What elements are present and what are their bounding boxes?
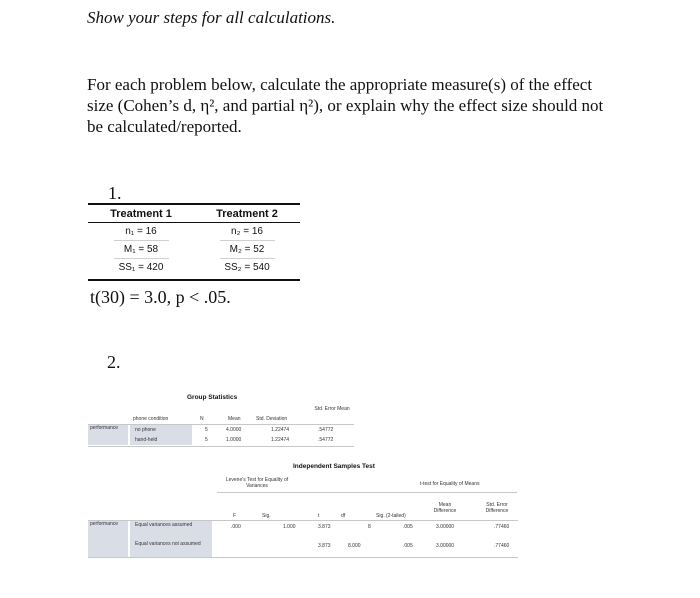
cell-rule [114, 240, 169, 241]
ist-cell: .77460 [494, 543, 510, 549]
table-header: Treatment 1 [110, 208, 172, 220]
ist-cell: 8.000 [348, 543, 361, 549]
ist-cell: 3.873 [318, 524, 331, 530]
ist-rule [217, 492, 517, 493]
cell-rule [114, 258, 169, 259]
independent-test-title: Independent Samples Test [293, 463, 375, 470]
ist-cell: 1.000 [283, 524, 296, 530]
group-statistics-title: Group Statistics [187, 394, 238, 401]
gs-cell: 5 [205, 427, 208, 433]
ist-row-label: performance [88, 521, 128, 557]
table-cell: n₁ = 16 [125, 226, 157, 237]
ist-cell: 3.00000 [436, 524, 455, 530]
gs-cell: 1.22474 [271, 427, 290, 433]
gs-header-se: Std. Error Mean [314, 406, 350, 412]
ist-header-sig: Sig. [262, 513, 271, 519]
gs-header-condition: phone condition [133, 416, 169, 422]
instructions: Show your steps for all calculations. [87, 8, 336, 27]
cell-rule [220, 258, 275, 259]
ist-cell: .77460 [494, 524, 510, 530]
gs-cell: .54772 [318, 437, 334, 443]
gs-cell: 1.22474 [271, 437, 290, 443]
ist-header-meandiff: Mean Difference [433, 502, 457, 514]
table-cell: M₁ = 58 [123, 244, 159, 255]
table-cell: n₂ = 16 [231, 226, 263, 237]
ist-cell: .005 [403, 524, 413, 530]
ist-cell: .000 [231, 524, 241, 530]
ist-header-t: t [318, 513, 320, 519]
ist-cell: 8 [368, 524, 371, 530]
ist-row-label-not-assumed: Equal variances not assumed [135, 541, 201, 547]
table-header-rule [88, 222, 300, 223]
test-statistic: t(30) = 3.0, p < .05. [90, 287, 231, 307]
cell-rule [220, 240, 275, 241]
table-cell: SS₁ = 420 [118, 262, 164, 273]
ist-rule [88, 557, 518, 558]
gs-header-sd: Std. Deviation [256, 416, 288, 422]
ist-row-label-assumed: Equal variances assumed [135, 522, 193, 528]
gs-header-n: N [200, 416, 204, 422]
gs-rule [88, 446, 354, 447]
table-cell: M₂ = 52 [229, 244, 265, 255]
ist-header-f: F [233, 513, 237, 519]
table-bottom-rule [88, 279, 300, 281]
gs-cell: .54772 [318, 427, 334, 433]
table-header: Treatment 2 [216, 208, 278, 220]
levene-header: Levene's Test for Equality of Variances [225, 477, 289, 489]
ist-cell: 3.873 [318, 543, 331, 549]
ist-cell: 3.00000 [436, 543, 455, 549]
ist-header-df: df [341, 513, 346, 519]
table-top-rule [88, 203, 300, 205]
gs-row-label: performance [88, 425, 128, 445]
ist-header-sediff: Std. Error Difference [485, 502, 509, 514]
table-cell: SS₂ = 540 [224, 262, 270, 273]
gs-cell: 1.0000 [226, 437, 242, 443]
gs-cell: 5 [205, 437, 208, 443]
problem-1-number: 1. [108, 183, 122, 203]
gs-cell: no phone [135, 427, 156, 433]
problem-description: For each problem below, calculate the appropriate measure(s) of the effect size (Cohen’s d, η², and partial η²), or explain why the effect size should not be calculated/reported. [87, 75, 604, 136]
problem-2-number: 2. [107, 352, 121, 372]
ist-header-sig2: Sig. (2-tailed) [376, 513, 406, 519]
gs-cell: 4.0000 [226, 427, 242, 433]
treatment-table [88, 203, 300, 283]
gs-cell: hand-held [135, 437, 158, 443]
ist-cell: .005 [403, 543, 413, 549]
ttest-header: t-test for Equality of Means [420, 481, 480, 487]
gs-header-mean: Mean [228, 416, 241, 422]
